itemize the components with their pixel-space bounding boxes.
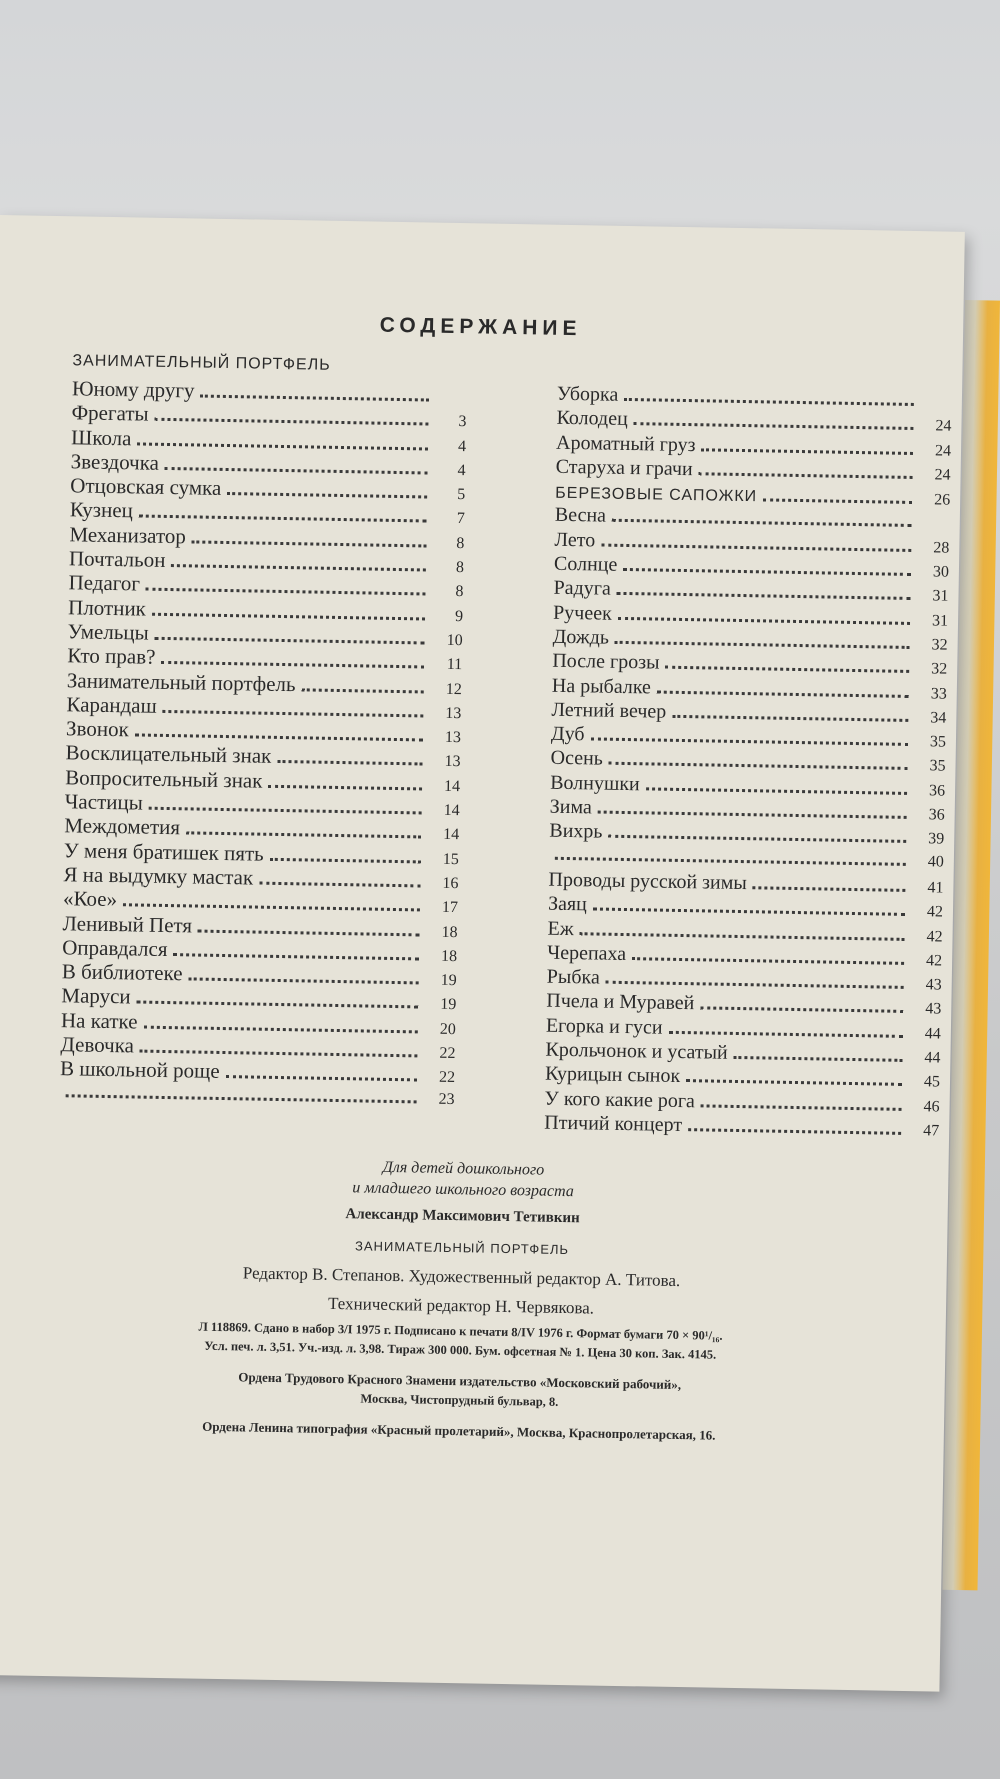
entry-title: Механизатор [69, 522, 187, 549]
entry-page: 44 [924, 1049, 941, 1067]
dot-leader [161, 653, 424, 669]
entry-page: 39 [928, 830, 945, 848]
entry-title: На рыбалке [551, 674, 652, 698]
publisher-line: Ордена Трудового Красного Знамени издательство «Московский рабочий», [238, 1369, 682, 1393]
entry-page: 19 [440, 971, 457, 990]
entry-title: Зима [549, 795, 593, 819]
dot-leader [618, 609, 910, 625]
entry-page: 12 [445, 680, 462, 698]
entry-page: 45 [923, 1073, 941, 1091]
entry-page: 42 [926, 903, 944, 921]
entry-page: 41 [927, 879, 944, 897]
entry-page: 24 [934, 441, 952, 460]
entry-page: 8 [456, 534, 465, 552]
entry-page: 23 [438, 1090, 455, 1108]
dot-leader [612, 511, 912, 527]
dot-leader [688, 1120, 901, 1135]
entry-title: Кто прав? [67, 643, 156, 670]
section-heading: ЗАНИМАТЕЛЬНЫЙ ПОРТФЕЛЬ [72, 352, 331, 374]
entry-title: В библиотеке [61, 959, 183, 986]
dot-leader [606, 973, 904, 989]
entry-title: Звонок [65, 716, 129, 742]
entry-page: 8 [455, 559, 465, 577]
entry-title: Проводы русской зимы [548, 868, 748, 895]
entry-title: Черепаха [547, 941, 627, 965]
dot-leader [593, 900, 905, 916]
dot-leader [140, 1042, 418, 1058]
entry-title: Радуга [553, 577, 612, 601]
entry-page: 22 [439, 1044, 456, 1063]
entry-page: 47 [923, 1122, 940, 1140]
dot-leader [137, 993, 419, 1009]
entry-title: У меня братишек пять [63, 837, 264, 866]
entry-title: Маруси [61, 983, 131, 1009]
dot-leader [143, 1017, 418, 1033]
entry-title: Междометия [64, 813, 181, 840]
entry-page: 8 [455, 583, 464, 601]
dot-leader [155, 629, 425, 645]
dot-leader [200, 387, 429, 402]
entry-page: 22 [438, 1069, 456, 1087]
entry-page: 7 [456, 510, 465, 528]
dot-leader [171, 556, 426, 571]
entry-page: 46 [923, 1097, 940, 1116]
entry-page: 40 [927, 852, 945, 871]
dot-leader [665, 658, 909, 673]
dot-leader [139, 507, 427, 523]
entry-title: Дождь [552, 625, 610, 649]
entry-page: 18 [440, 947, 458, 965]
dot-leader [226, 1067, 418, 1081]
entry-title: Занимательный портфель [66, 667, 296, 696]
printer-line: Ордена Ленина типография «Красный пролетарий», Москва, Краснопролетарская, 16. [202, 1418, 716, 1443]
entry-title: Весна [554, 504, 607, 528]
imprint-block [79, 1152, 844, 1448]
entry-title: Вопросительный знак [64, 764, 263, 793]
dot-leader [192, 532, 427, 547]
entry-title: Восклицательный знак [65, 740, 272, 769]
entry-page: 5 [457, 486, 466, 504]
toc-right-column [544, 382, 952, 1142]
specs-line: Усл. печ. л. 3,51. Уч.-изд. л. 3,98. Тираж 300 000. Бум. офсетная № 1. Цена 30 коп. Зак. 4145. [204, 1338, 717, 1362]
dot-leader [598, 803, 907, 819]
entry-title: Вихрь [549, 820, 603, 843]
entry-page: 44 [924, 1024, 942, 1043]
dot-leader [555, 848, 906, 865]
dot-leader [149, 799, 422, 815]
entry-page: 26 [934, 491, 951, 509]
entry-page: 14 [443, 777, 461, 795]
dot-leader [601, 535, 911, 551]
dot-leader [302, 680, 424, 693]
entry-title: Еж [547, 917, 574, 940]
entry-title: Девочка [60, 1032, 135, 1058]
dot-leader [632, 949, 904, 965]
dot-leader [198, 921, 420, 936]
dot-leader [617, 584, 911, 600]
dot-leader [672, 707, 908, 722]
toc-left-list [59, 376, 467, 1112]
entry-title: Педагог [68, 570, 141, 596]
entry-page: 35 [929, 757, 946, 776]
dot-leader [753, 878, 906, 892]
entry-title: Рыбка [546, 965, 601, 989]
entry-page: 11 [446, 656, 463, 674]
dot-leader [701, 1096, 902, 1111]
entry-page: 31 [931, 612, 949, 630]
entry-page: 13 [444, 753, 461, 771]
contents-title: СОДЕРЖАНИЕ [379, 313, 582, 341]
dot-leader [634, 414, 914, 430]
entry-title: В школьной роще [59, 1056, 220, 1084]
entry-page: 16 [442, 874, 459, 893]
entry-page: 14 [443, 826, 460, 844]
dot-leader [699, 464, 913, 479]
entry-title: Колодец [556, 407, 628, 431]
entry-page: 32 [931, 660, 948, 678]
dot-leader [152, 604, 425, 620]
dot-leader [657, 682, 909, 697]
entry-page: 30 [932, 563, 950, 581]
entry-title: Ленивый Петя [62, 910, 193, 937]
audience-line: Для детей дошкольного [382, 1158, 545, 1179]
entry-title: Крольчонок и усатый [545, 1038, 728, 1064]
entry-title: Карандаш [66, 692, 157, 718]
entry-page: 3 [458, 413, 467, 431]
entry-page: 32 [931, 636, 948, 654]
dot-leader [608, 827, 906, 843]
entry-page: 42 [925, 952, 943, 970]
editor-line: Технический редактор Н. Червякова. [327, 1293, 595, 1318]
dot-leader [590, 730, 908, 747]
toc-right-pre-list [555, 382, 952, 486]
dot-leader [268, 777, 422, 791]
dot-leader [186, 824, 421, 839]
entry-page: 43 [925, 976, 942, 994]
entry-title: Солнце [553, 552, 618, 576]
dot-leader [669, 1023, 903, 1038]
entry-page: 43 [925, 1000, 942, 1018]
entry-page: 34 [930, 709, 947, 727]
entry-page [918, 528, 950, 529]
entry-title: Звездочка [70, 449, 160, 475]
entry-title: На катке [60, 1007, 138, 1034]
entry-page: 20 [439, 1020, 457, 1038]
entry-title: Старуха и грачи [555, 455, 693, 481]
toc-right-list [544, 503, 950, 1142]
entry-page: 35 [929, 733, 947, 751]
entry-page: 24 [934, 466, 951, 484]
dot-leader [270, 849, 421, 863]
entry-title: Лето [554, 528, 596, 552]
entry-title: Я на выдумку мастак [63, 862, 254, 890]
dot-leader [609, 754, 908, 770]
book-title: ЗАНИМАТЕЛЬНЫЙ ПОРТФЕЛЬ [354, 1238, 570, 1258]
entry-page: 10 [446, 631, 463, 650]
entry-page: 13 [445, 704, 462, 722]
dot-leader [277, 752, 422, 766]
dot-leader [163, 702, 424, 718]
dot-leader [188, 970, 418, 985]
entry-title: Школа [70, 424, 132, 450]
entry-title: Пчела и Муравей [546, 990, 695, 1015]
dot-leader [580, 924, 905, 941]
dot-leader [135, 726, 423, 742]
toc-left-column [59, 346, 467, 1112]
entry-page: 24 [935, 417, 952, 435]
dot-leader [155, 410, 429, 426]
author-name: Александр Максимович Тетивкин [345, 1206, 580, 1227]
section-heading: БЕРЕЗОВЫЕ САПОЖКИ [555, 484, 758, 506]
entry-page: 31 [932, 587, 949, 605]
entry-page: 4 [457, 461, 466, 480]
entry-page: 42 [926, 927, 943, 946]
entry-title: Дуб [550, 722, 585, 746]
entry-title: Ручеек [552, 601, 612, 625]
dot-leader [624, 390, 914, 406]
entry-title: Фрегаты [71, 400, 149, 426]
entry-page: 36 [928, 782, 946, 800]
entry-title: Отцовская сумка [70, 473, 222, 501]
entry-page: 36 [928, 806, 945, 824]
entry-title: Заяц [547, 892, 588, 916]
entry-page: 19 [440, 996, 457, 1014]
entry-title: Летний вечер [551, 698, 667, 723]
entry-page: 33 [930, 684, 947, 703]
dot-leader [623, 560, 911, 576]
entry-title: Плотник [67, 594, 147, 621]
dot-leader [137, 434, 428, 450]
entry-title: Уборка [556, 382, 619, 406]
dot-leader [173, 945, 419, 960]
dot-leader [701, 440, 913, 455]
audience-line: и младшего школьного возраста [352, 1179, 574, 1201]
entry-title: Волнушки [549, 771, 640, 796]
dot-leader [227, 484, 427, 498]
entry-title: Почтальон [68, 546, 166, 573]
dot-leader [734, 1048, 903, 1062]
entry-title: «Кое» [62, 886, 118, 912]
dot-leader [700, 999, 903, 1014]
entry-page: 14 [443, 801, 460, 820]
entry-page: 18 [441, 923, 458, 941]
entry-title: Оправдался [62, 935, 168, 961]
entry-page: 9 [454, 607, 464, 625]
dot-leader [123, 895, 420, 911]
book-page [0, 215, 965, 1692]
entry-title: Птичий концерт [544, 1111, 683, 1136]
entry-page [920, 406, 952, 407]
entry-page: 28 [933, 539, 950, 557]
entry-title: Курицын сынок [544, 1062, 681, 1088]
entry-title: Кузнец [69, 497, 134, 523]
entry-page [435, 402, 467, 403]
specs-line: Л 118869. Сдано в набор 3/I 1975 г. Подписано к печати 8/IV 1976 г. Формат бумаги 70 × 90¹/₁₆. [198, 1319, 723, 1343]
dot-leader [146, 580, 426, 596]
dot-leader [615, 633, 910, 649]
entry-page: 17 [441, 899, 459, 917]
entry-title: У кого какие рога [544, 1087, 696, 1112]
entry-title: Частицы [64, 789, 144, 815]
entry-title: Умельцы [67, 619, 149, 645]
entry-title: Осень [550, 747, 604, 771]
dot-leader [763, 491, 912, 505]
dot-leader [259, 874, 420, 888]
entry-page: 4 [457, 437, 467, 455]
dot-leader [686, 1071, 902, 1086]
entry-title: Егорка и гуси [545, 1014, 663, 1039]
dot-leader [66, 1086, 417, 1103]
entry-title: После грозы [552, 649, 660, 674]
dot-leader [165, 459, 428, 475]
dot-leader [646, 779, 908, 795]
publisher-address: Москва, Чистопрудный бульвар, 8. [360, 1391, 559, 1409]
entry-page: 13 [444, 729, 462, 747]
editor-line: Редактор В. Степанов. Художественный редактор А. Титова. [242, 1263, 681, 1291]
entry-page: 15 [442, 850, 459, 868]
entry-title: Ароматный груз [555, 431, 696, 456]
entry-title: Юному другу [71, 376, 195, 403]
